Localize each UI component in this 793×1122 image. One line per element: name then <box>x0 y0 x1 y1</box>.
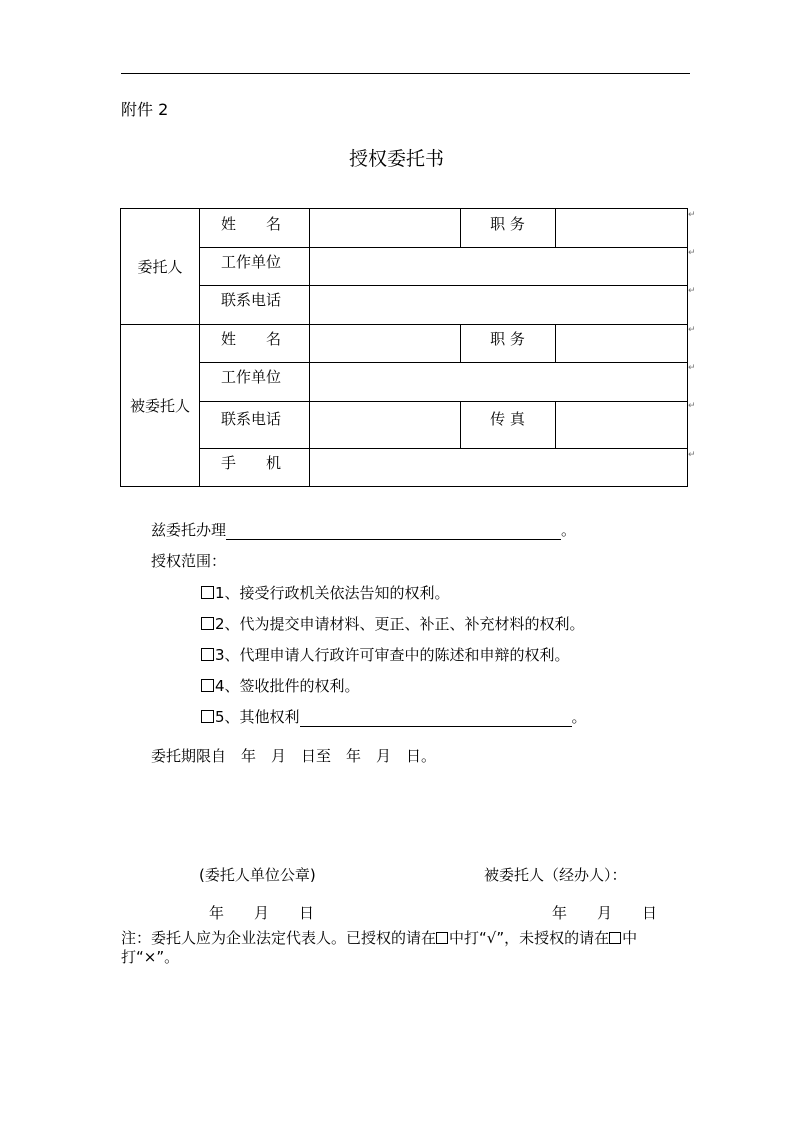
row-end-marker: ↵ <box>688 363 696 373</box>
note-text: 中打“ <box>449 929 487 947</box>
principal-name-field[interactable] <box>311 210 459 246</box>
agent-signature: 被委托人（经办人）： <box>484 866 627 884</box>
term-line: 委托期限自 年 月 日至 年 月 日。 <box>151 747 437 765</box>
agent-mobile-label: 手 机 <box>221 453 282 472</box>
checkbox-1[interactable] <box>201 586 214 599</box>
principal-position-field[interactable] <box>557 210 687 246</box>
scope-item-text: 5、其他权利 <box>215 708 300 726</box>
principal-workplace-field[interactable] <box>311 248 687 284</box>
entrust-prefix: 兹委托办理 <box>151 521 227 539</box>
row-end-marker: ↵ <box>688 210 696 220</box>
agent-position-field[interactable] <box>557 325 687 361</box>
scope-item-text: 2、代为提交申请材料、更正、补正、补充材料的权利。 <box>215 615 585 633</box>
agent-fax-label: 传 真 <box>490 409 525 428</box>
row-end-marker: ↵ <box>688 450 696 460</box>
row-end-marker: ↵ <box>688 325 696 335</box>
scope-item-1 <box>201 582 450 603</box>
agent-position-label: 职 务 <box>490 329 525 348</box>
principal-name-label: 姓 名 <box>221 214 282 233</box>
agent-workplace-label: 工作单位 <box>221 367 282 386</box>
scope-item-text: 4、签收批件的权利。 <box>215 677 360 695</box>
header-rule <box>121 73 690 74</box>
scope-title: 授权范围： <box>151 552 227 570</box>
agent-name-field[interactable] <box>311 325 459 361</box>
check-mark-icon: √ <box>486 929 497 947</box>
principal-phone-label: 联系电话 <box>221 291 282 309</box>
checkbox-2[interactable] <box>201 617 214 630</box>
checkbox-icon <box>609 932 621 944</box>
note-text: 注：委托人应为企业法定代表人。已授权的请在 <box>121 929 437 947</box>
note-line-2: 打“×”。 <box>121 948 180 966</box>
attachment-label: 附件 2 <box>121 100 169 119</box>
row-end-marker: ↵ <box>688 286 696 296</box>
note-text: 中 <box>622 929 638 947</box>
note-line-1 <box>121 927 637 948</box>
checkbox-3[interactable] <box>201 648 214 661</box>
agent-fax-field[interactable] <box>557 402 687 447</box>
entrust-period: 。 <box>561 521 577 539</box>
principal-phone-field[interactable] <box>311 286 687 323</box>
date-left: 年 月 日 <box>209 904 315 922</box>
checkbox-5[interactable] <box>201 710 214 723</box>
scope-item-4 <box>201 675 360 696</box>
date-right: 年 月 日 <box>552 904 658 922</box>
agent-phone-field[interactable] <box>311 402 459 447</box>
authorization-form-table <box>120 208 688 487</box>
document-title: 授权委托书 <box>348 148 444 170</box>
scope-item-3 <box>201 644 570 665</box>
agent-workplace-field[interactable] <box>311 363 687 400</box>
scope-item-5 <box>201 706 587 727</box>
scope-item-2 <box>201 613 585 634</box>
principal-label: 委托人 <box>137 258 183 276</box>
entrust-line <box>151 519 576 540</box>
agent-phone-label: 联系电话 <box>221 409 282 428</box>
note-text: ”，未授权的请在 <box>496 929 610 947</box>
checkbox-icon <box>436 932 448 944</box>
agent-label: 被委托人 <box>129 396 190 415</box>
scope-item-text: 3、代理申请人行政许可审查中的陈述和申辩的权利。 <box>215 646 570 664</box>
scope-item-text: 1、接受行政机关依法告知的权利。 <box>215 584 450 602</box>
principal-workplace-label: 工作单位 <box>221 252 282 271</box>
agent-mobile-field[interactable] <box>311 449 687 486</box>
row-end-marker: ↵ <box>688 401 696 411</box>
checkbox-4[interactable] <box>201 679 214 692</box>
entrust-matter-field[interactable] <box>226 523 561 540</box>
principal-seal: (委托人单位公章) <box>199 866 316 884</box>
agent-name-label: 姓 名 <box>221 329 282 348</box>
other-rights-field[interactable] <box>300 710 572 727</box>
other-rights-period: 。 <box>571 708 587 726</box>
principal-position-label: 职 务 <box>490 214 525 233</box>
row-end-marker: ↵ <box>688 248 696 258</box>
